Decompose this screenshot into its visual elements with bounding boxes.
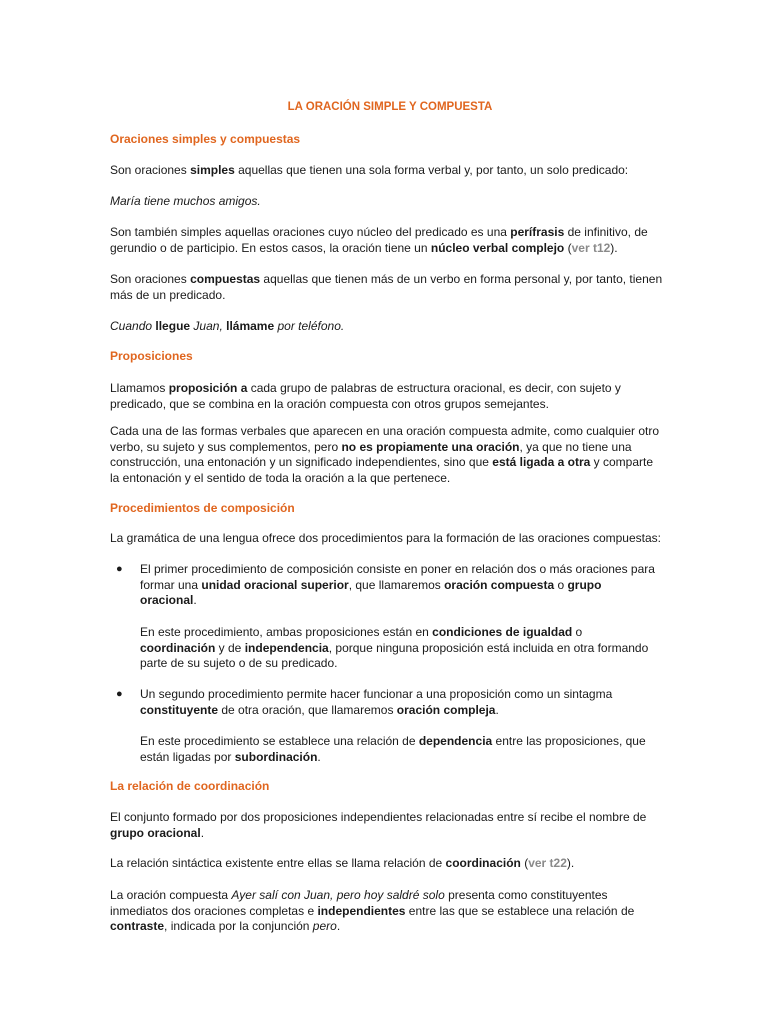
- text-run: Son oraciones: [110, 272, 191, 286]
- bold-term: simples: [190, 163, 235, 177]
- section-heading-oraciones: Oraciones simples y compuestas: [110, 132, 301, 146]
- text-run: de infinitivo, de gerundio o de participio. En estos casos, la oración tiene un: [110, 225, 648, 255]
- bold-term: condiciones de igualdad: [432, 625, 573, 639]
- italic-example: María tiene muchos amigos.: [110, 194, 261, 208]
- text-run: La relación sintáctica existente entre ellas se llama relación de: [110, 856, 446, 870]
- bullet-marker: ●: [116, 688, 123, 700]
- text-run: La oración compuesta: [110, 888, 232, 902]
- text-run: En este procedimiento, ambas proposiciones están en: [140, 625, 433, 639]
- bold-term: compuestas: [190, 272, 261, 286]
- text-run: Un segundo procedimiento permite hacer funcionar a una proposición como un sintagma: [140, 687, 613, 701]
- cross-reference-link[interactable]: ver t22: [528, 856, 567, 870]
- text-run: aquellas que tienen más de un verbo en forma personal y, por tanto, tienen más de un predicado.: [110, 272, 663, 302]
- text-run: .: [193, 593, 197, 607]
- bold-term: unidad oracional superior: [201, 577, 349, 592]
- cross-reference-link[interactable]: ver t12: [571, 240, 611, 255]
- section-heading-proposiciones: Proposiciones: [110, 349, 193, 363]
- list-item-segundo-procedimiento: [140, 687, 660, 718]
- text-run: .: [495, 702, 499, 717]
- bold-term: oración compleja: [396, 702, 496, 717]
- text-run: , que llamaremos: [348, 577, 445, 592]
- text-run: ).: [610, 240, 618, 255]
- list-item-primer-procedimiento: [140, 562, 660, 609]
- text-run: presenta como constituyentes inmediatos dos oraciones completas e: [110, 888, 608, 918]
- text-run: En este procedimiento se establece una relación de: [140, 734, 419, 748]
- paragraph-gramatica: La gramática de una lengua ofrece dos procedimientos para la formación de las oraciones compuestas:: [110, 531, 661, 545]
- text-run: (: [564, 240, 572, 255]
- text-run: El primer procedimiento de composición consiste en poner en relación dos o más oraciones para formar una: [140, 562, 655, 592]
- text-run: o: [554, 577, 568, 592]
- bold-term: no es propiamente una oración: [341, 439, 520, 454]
- text-run: .: [317, 749, 321, 764]
- text-run: , ya que no tiene una construcción, una entonación y un significado independientes, sino que: [110, 439, 632, 469]
- bold-term: grupo oracional: [140, 577, 602, 607]
- text-run: cada grupo de palabras de estructura oracional, es decir, con sujeto y predicado, que se combina en la oración compuesta con otros grupos semejantes.: [110, 381, 621, 411]
- text-run: , indicada por la conjunción: [164, 919, 313, 933]
- text-run: El conjunto formado por dos proposiciones independientes relacionadas entre sí recibe el nombre de: [110, 810, 647, 824]
- text-run: (: [520, 856, 529, 870]
- text-run: Son también simples aquellas oraciones cuyo núcleo del predicado es una: [110, 225, 511, 239]
- paragraph-formas-verbales: [110, 424, 665, 486]
- italic-example: por teléfono.: [277, 319, 345, 333]
- list-item-detail-igualdad: [140, 625, 660, 672]
- bold-term: subordinación: [234, 749, 318, 764]
- bold-term: grupo oracional: [110, 825, 201, 840]
- bold-term: está ligada a otra: [492, 455, 591, 469]
- text-run: Son oraciones: [110, 163, 191, 177]
- text-run: .: [336, 919, 341, 933]
- bullet-marker: ●: [116, 563, 123, 575]
- bold-term: llámame: [226, 319, 275, 333]
- bold-term: dependencia: [418, 734, 493, 748]
- paragraph-grupo-oracional: [110, 810, 665, 841]
- text-run: ).: [566, 856, 575, 870]
- italic-example: Cuando: [110, 319, 153, 333]
- bold-term: oración compuesta: [444, 577, 555, 592]
- paragraph-relacion-sintactica: [110, 856, 665, 872]
- bold-term: coordinación: [140, 640, 216, 655]
- text-run: , porque ninguna proposición está incluida en otra formando parte de su sujeto o de su predicado.: [140, 640, 649, 670]
- text-run: y de: [215, 640, 245, 655]
- paragraph-proposicion: [110, 381, 665, 412]
- text-run: aquellas que tienen una sola forma verbal y, por tanto, un solo predicado:: [234, 163, 629, 177]
- italic-example: pero: [312, 919, 337, 933]
- bold-term: independencia: [244, 640, 329, 655]
- example-sentence-2: [110, 319, 665, 335]
- bold-term: núcleo verbal complejo: [430, 240, 565, 255]
- bold-term: independientes: [317, 903, 406, 918]
- text-run: Cada una de las formas verbales que aparecen en una oración compuesta admite, como cualquier otro verbo, su sujeto y sus complementos, pero: [110, 424, 659, 454]
- text-run: de otra oración, que llamaremos: [218, 702, 397, 717]
- italic-example: Juan,: [193, 319, 223, 333]
- bold-term: llegue: [155, 319, 191, 333]
- bold-term: contraste: [110, 919, 165, 933]
- paragraph-contraste: [110, 888, 665, 935]
- section-heading-coordinacion: La relación de coordinación: [110, 779, 270, 793]
- section-heading-procedimientos: Procedimientos de composición: [110, 501, 295, 515]
- text-run: entre las proposiciones, que están ligadas por: [140, 734, 646, 764]
- bold-term: proposición a: [168, 381, 248, 395]
- text-run: o: [572, 625, 583, 639]
- text-run: entre las que se establece una relación de: [405, 903, 635, 918]
- text-run: y comparte la entonación y el sentido de toda la oración a la que pertenece.: [110, 455, 654, 485]
- example-sentence-1: [110, 194, 665, 210]
- page-title: LA ORACIÓN SIMPLE Y COMPUESTA: [287, 101, 493, 113]
- bold-term: constituyente: [140, 702, 219, 717]
- paragraph-perifrasis: [110, 225, 665, 256]
- list-item-detail-dependencia: [140, 734, 660, 765]
- bold-term: perífrasis: [510, 225, 565, 239]
- paragraph-compuestas: [110, 272, 665, 303]
- text-run: Llamamos: [110, 381, 169, 395]
- text-run: .: [200, 825, 205, 840]
- bold-term: coordinación: [445, 856, 521, 870]
- italic-example: Ayer salí con Juan, pero hoy saldré solo: [231, 888, 445, 902]
- paragraph-simples: [110, 163, 665, 179]
